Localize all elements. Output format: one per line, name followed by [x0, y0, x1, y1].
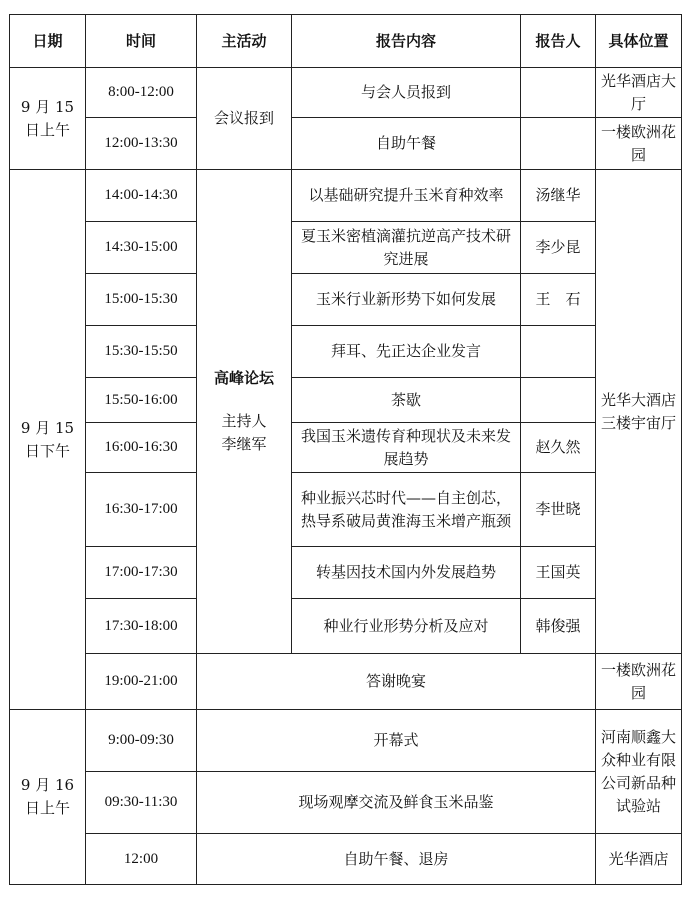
table-row — [10, 222, 682, 274]
location-cell: 光华酒店大厅 — [596, 68, 682, 118]
table-row — [10, 834, 682, 885]
table-row — [10, 654, 682, 710]
main-activity-cell: 会议报到 — [197, 68, 292, 170]
content-cell: 转基因技术国内外发展趋势 — [292, 547, 521, 599]
time-cell: 09:30-11:30 — [86, 772, 197, 834]
speaker-cell: 汤继华 — [521, 170, 596, 222]
speaker-cell: 王 石 — [521, 274, 596, 326]
time-cell: 9:00-09:30 — [86, 710, 197, 772]
forum-title: 高峰论坛 — [213, 369, 274, 387]
location-cell: 光华酒店 — [596, 834, 682, 885]
time-cell: 17:00-17:30 — [86, 547, 197, 599]
speaker-cell: 韩俊强 — [521, 599, 596, 654]
header-speaker: 报告人 — [521, 15, 596, 68]
speaker-cell — [521, 118, 596, 170]
time-cell: 12:00-13:30 — [86, 118, 197, 170]
location-cell: 河南顺鑫大众种业有限公司新品种试验站 — [596, 710, 682, 834]
table-row — [10, 423, 682, 473]
speaker-cell: 李少昆 — [521, 222, 596, 274]
header-time: 时间 — [86, 15, 197, 68]
host-label: 主持人 — [221, 412, 267, 430]
content-cell: 种业行业形势分析及应对 — [292, 599, 521, 654]
table-row — [10, 547, 682, 599]
table-row — [10, 326, 682, 378]
time-cell: 16:30-17:00 — [86, 473, 197, 547]
table-row — [10, 274, 682, 326]
time-cell: 19:00-21:00 — [86, 654, 197, 710]
table-row — [10, 118, 682, 170]
header-date: 日期 — [10, 15, 86, 68]
content-cell: 夏玉米密植滴灌抗逆高产技术研究进展 — [292, 222, 521, 274]
location-cell: 一楼欧洲花园 — [596, 118, 682, 170]
table-row — [10, 599, 682, 654]
content-cell: 茶歇 — [292, 378, 521, 423]
content-cell: 答谢晚宴 — [197, 654, 596, 710]
table-row — [10, 772, 682, 834]
speaker-cell: 赵久然 — [521, 423, 596, 473]
schedule-table — [9, 14, 682, 885]
time-cell: 8:00-12:00 — [86, 68, 197, 118]
table-row — [10, 473, 682, 547]
time-cell: 14:00-14:30 — [86, 170, 197, 222]
time-cell: 15:00-15:30 — [86, 274, 197, 326]
content-cell: 玉米行业新形势下如何发展 — [292, 274, 521, 326]
time-cell: 15:50-16:00 — [86, 378, 197, 423]
speaker-cell — [521, 378, 596, 423]
location-cell: 光华大酒店三楼宇宙厅 — [596, 170, 682, 654]
date-cell: 9 月 16 日上午 — [10, 710, 86, 885]
header-report-content: 报告内容 — [292, 15, 521, 68]
forum-cell — [197, 170, 292, 654]
header-main-activity: 主活动 — [197, 15, 292, 68]
location-cell: 一楼欧洲花园 — [596, 654, 682, 710]
speaker-cell — [521, 326, 596, 378]
table-row — [10, 68, 682, 118]
date-cell: 9 月 15 日上午 — [10, 68, 86, 170]
header-row — [10, 15, 682, 68]
time-cell: 15:30-15:50 — [86, 326, 197, 378]
table-row — [10, 378, 682, 423]
content-cell: 自助午餐 — [292, 118, 521, 170]
header-location: 具体位置 — [596, 15, 682, 68]
content-cell: 自助午餐、退房 — [197, 834, 596, 885]
speaker-cell: 王国英 — [521, 547, 596, 599]
date-cell: 9 月 15 日下午 — [10, 170, 86, 710]
table-row — [10, 170, 682, 222]
content-cell: 我国玉米遗传育种现状及未来发展趋势 — [292, 423, 521, 473]
speaker-cell: 李世晓 — [521, 473, 596, 547]
content-cell: 现场观摩交流及鲜食玉米品鉴 — [197, 772, 596, 834]
content-cell: 开幕式 — [197, 710, 596, 772]
speaker-cell — [521, 68, 596, 118]
content-cell: 种业振兴芯时代——自主创芯，热导系破局黄淮海玉米增产瓶颈 — [292, 473, 521, 547]
host-name: 李继军 — [221, 435, 267, 453]
table-row — [10, 710, 682, 772]
content-cell: 与会人员报到 — [292, 68, 521, 118]
content-cell: 拜耳、先正达企业发言 — [292, 326, 521, 378]
time-cell: 16:00-16:30 — [86, 423, 197, 473]
content-cell: 以基础研究提升玉米育种效率 — [292, 170, 521, 222]
time-cell: 17:30-18:00 — [86, 599, 197, 654]
time-cell: 12:00 — [86, 834, 197, 885]
time-cell: 14:30-15:00 — [86, 222, 197, 274]
